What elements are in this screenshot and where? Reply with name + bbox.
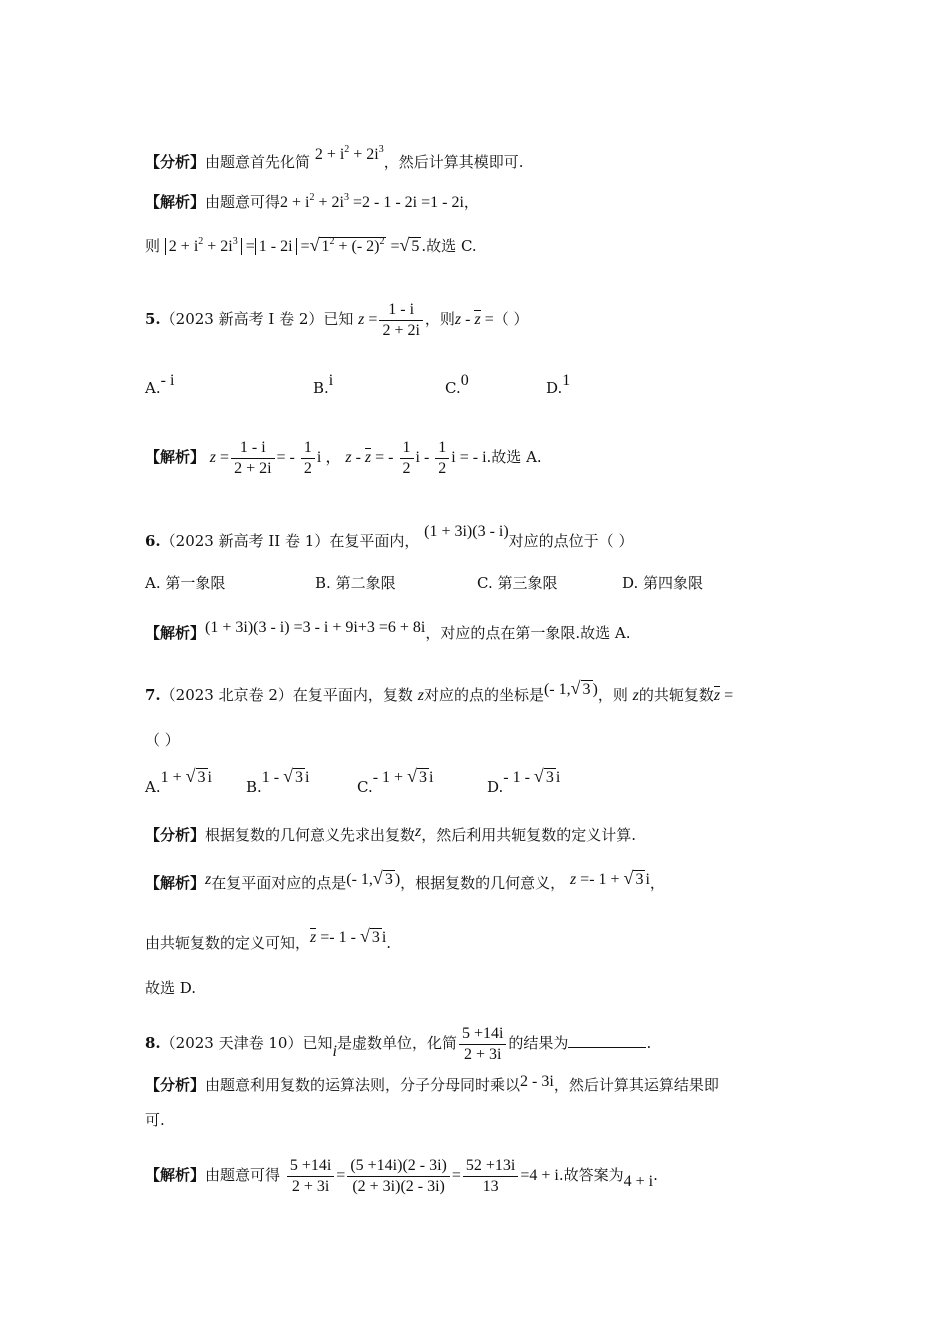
math-i: i [332, 1043, 337, 1061]
q7-option-b[interactable] [246, 766, 309, 796]
math-expr: $2 + i^2 + 2i^3$ [314, 144, 384, 163]
math-expr: (1 + 3i)(3 - i) [424, 523, 509, 540]
question-source: （2023 新高考 II 卷 1）在复平面内， [160, 532, 420, 550]
solution-tag: 【解析】 [145, 874, 206, 892]
final-answer: 故选 D. [145, 979, 197, 997]
option-value: 第二象限 [335, 574, 396, 592]
math-z: z [417, 687, 424, 704]
option-value: 1 [562, 372, 571, 389]
q6-option-b[interactable] [315, 572, 396, 593]
analysis-text-tail: ，然后计算其运算结果即 [553, 1076, 719, 1094]
question-text: 的共轭复数 [638, 686, 714, 704]
q5-option-c[interactable] [445, 372, 469, 397]
solution-text: 在复平面对应的点是 [211, 874, 347, 892]
solution-text: 由共轭复数的定义可知， [145, 934, 311, 952]
option-letter: B. [315, 574, 331, 592]
option-value: 第一象限 [165, 574, 226, 592]
q8-stem [145, 1024, 651, 1065]
solution-suffix: ，对应的点在第一象限.故选 A. [425, 624, 631, 642]
math-z: z [415, 823, 422, 840]
solution-text: 由题意可得 [205, 193, 281, 211]
period: . [646, 1034, 652, 1053]
question-number: 5. [145, 310, 161, 329]
q6-option-d[interactable] [622, 572, 703, 593]
question-source: （2023 天津卷 10）已知 [160, 1034, 333, 1053]
q7-paren [145, 730, 180, 750]
analysis-tag: 【分析】 [145, 1076, 206, 1094]
math-z: z [632, 687, 639, 704]
math-expr: $2 + i^2 + 2i^3 = 1 - 2i$ =√ $1^2$ + (- 2)$^2$ =√ 5 [165, 238, 422, 255]
analysis-text: 由题意利用复数的运算法则，分子分母同时乘以 [205, 1076, 521, 1094]
math-expr: (- 1,√ 3 ) [543, 678, 598, 698]
math-z: z [205, 871, 212, 888]
solution-tag: 【解析】 [145, 624, 206, 642]
q6-solution [145, 618, 631, 643]
q7-solution: 【解析】z在复平面对应的点是(- 1,√ 3 )，根据复数的几何意义， z =- 1 + √ 3 i， [145, 868, 665, 892]
q7-final [145, 978, 196, 998]
question-text: 对应的点的坐标是 [423, 686, 544, 704]
s4-analysis [145, 140, 524, 172]
q7-option-a[interactable] [145, 766, 212, 796]
math-expr: z - z = [454, 311, 494, 329]
q8-analysis-line2 [145, 1110, 165, 1130]
q7-analysis [145, 822, 636, 845]
math-expr: z =- 1 + √ 3 i [569, 868, 650, 888]
option-letter: D. [622, 574, 639, 592]
question-number: 6. [145, 532, 161, 550]
option-letter: A. [145, 574, 161, 592]
option-value: 第四象限 [643, 574, 704, 592]
q5-option-a[interactable] [145, 372, 174, 397]
q5-stem [145, 300, 529, 341]
solution-tag: 【解析】 [145, 193, 206, 211]
analysis-text: 根据复数的几何意义先求出复数 [205, 826, 416, 844]
q8-analysis [145, 1072, 719, 1095]
math-expr: $2 + i^2 + 2i^3 =2 - 1 - 2i =1 - 2i$ [280, 192, 464, 211]
choose-text: .故选 C. [421, 237, 477, 255]
math-expr: $\frac{5 +14i}{2 + 3i}$ [457, 1035, 508, 1052]
then-word: 则 [145, 237, 161, 255]
math-expr: (1 + 3i)(3 - i) =3 - i + 9i+3 =6 + 8i [205, 619, 426, 636]
math-expr: z = $\frac{1 - i}{2 + 2i}$ = - $\frac{1}{2}$ i ， z - z = - $\frac{1}{2}$ i - $\frac{1}{2}$ i = - i [209, 439, 487, 477]
option-letter: A. [145, 778, 161, 796]
q6-option-a[interactable] [145, 572, 225, 593]
solution-text: 由题意可得 [205, 1166, 281, 1185]
analysis-text-tail: ，然后计算其模即可. [383, 153, 524, 171]
q7-conj-line: 由共轭复数的定义可知，z =- 1 - √ 3 i. [145, 926, 392, 952]
option-letter: C. [357, 778, 373, 796]
option-letter: C. [445, 379, 461, 397]
option-letter: A. [145, 379, 161, 397]
question-text: 的结果为 [508, 1034, 569, 1053]
answer-paren: （ ） [145, 731, 180, 749]
s4-modulus-line [145, 232, 477, 257]
q6-option-c[interactable] [477, 572, 558, 593]
analysis-text: 由题意首先化简 [205, 153, 311, 171]
q5-option-d[interactable] [546, 372, 570, 397]
solution-tag: 【解析】 [145, 448, 206, 467]
math-expr: 2 - 3i [520, 1073, 554, 1090]
option-value: 1 - √ 3 i [261, 766, 310, 786]
math-expr: z = [713, 687, 734, 704]
math-expr: (- 1,√ 3 ) [346, 868, 401, 888]
q5-option-b[interactable] [313, 372, 333, 397]
option-value: - 1 + √ 3 i [372, 766, 434, 786]
q6-stem [145, 522, 633, 551]
question-number: 7. [145, 686, 161, 704]
question-text: 是虚数单位，化简 [336, 1034, 457, 1053]
q8-solution [145, 1156, 658, 1197]
option-value: 第三象限 [497, 574, 558, 592]
option-value: - 1 - √ 3 i [503, 766, 561, 786]
math-expr: z =- 1 - √ 3 i [310, 926, 387, 946]
question-text: 对应的点位于（ ） [508, 532, 634, 550]
solution-text: .故答案为 [558, 1166, 624, 1185]
q5-solution [145, 438, 542, 479]
solution-tag: 【解析】 [145, 1166, 206, 1185]
math-expr: $\frac{5 +14i}{2 + 3i}$ = $\frac{(5 +14i)(2 - 3i)}{(2 + 3i)(2 - 3i)}$ = $\frac{52 +13i}{13}$ =4 + i [285, 1167, 559, 1184]
analysis-text: 可. [145, 1111, 165, 1129]
math-expr: 4 + i [623, 1173, 654, 1191]
question-text: ，则 [597, 686, 628, 704]
solution-suffix: .故选 A. [486, 448, 542, 467]
q7-option-d[interactable] [487, 766, 560, 796]
option-value: i [328, 372, 334, 389]
option-value: - i [160, 372, 175, 389]
option-letter: D. [487, 778, 504, 796]
answer-paren: （ ） [493, 310, 529, 329]
analysis-tag: 【分析】 [145, 153, 206, 171]
analysis-text-tail: ，然后利用共轭复数的定义计算. [421, 826, 637, 844]
question-text: ，则 [424, 310, 455, 329]
q7-option-c[interactable] [357, 766, 433, 796]
question-number: 8. [145, 1034, 161, 1053]
math-expr: z = $\frac{1 - i}{2 + 2i}$ [358, 311, 425, 328]
answer-blank[interactable] [568, 1033, 646, 1048]
analysis-tag: 【分析】 [145, 826, 206, 844]
s4-solution: 【解析】由题意可得$2 + i^2 + 2i^3 =2 - 1 - 2i =1 - 2i$， [145, 192, 479, 211]
option-letter: B. [246, 778, 262, 796]
option-value: 1 + √ 3 i [160, 766, 212, 786]
option-letter: D. [546, 379, 563, 397]
question-source: （2023 新高考 I 卷 2）已知 [160, 310, 354, 329]
option-letter: C. [477, 574, 493, 592]
period: . [653, 1166, 658, 1185]
solution-text: ，根据复数的几何意义， [400, 874, 566, 892]
q7-stem [145, 678, 733, 706]
option-letter: B. [313, 379, 329, 397]
option-value: 0 [460, 372, 469, 389]
question-source: （2023 北京卷 2）在复平面内，复数 [160, 686, 413, 704]
